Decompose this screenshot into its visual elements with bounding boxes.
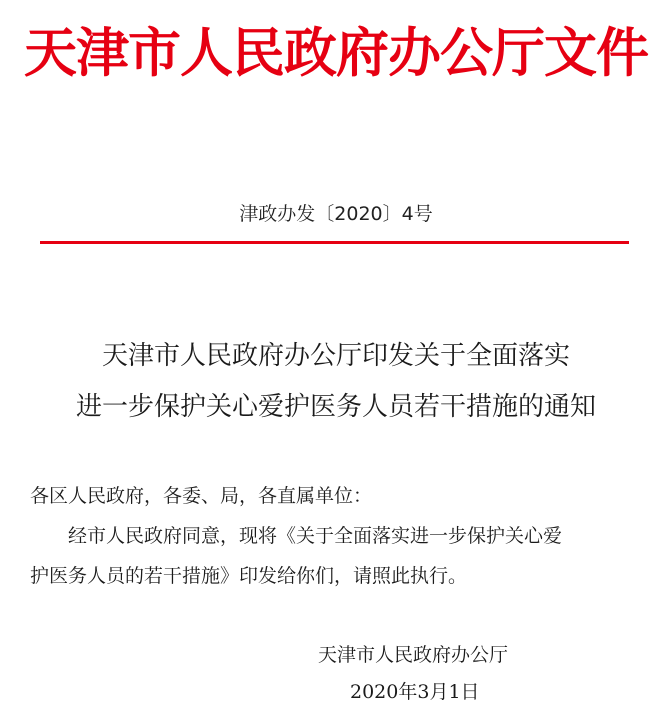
issue-date: 2020年3月1日	[350, 681, 480, 703]
notice-title-line-2: 进一步保护关心爱护医务人员若干措施的通知	[75, 392, 596, 422]
document-number: 津政办发〔2020〕4号	[239, 203, 433, 225]
salutation: 各区人民政府，各委、局，各直属单位：	[30, 485, 373, 507]
red-divider	[40, 241, 629, 244]
notice-title-line-1: 天津市人民政府办公厅印发关于全面落实	[101, 341, 570, 371]
body-paragraph-line-2: 护医务人员的若干措施》印发给你们，请照此执行。	[30, 565, 468, 587]
body-paragraph-line-1: 经市人民政府同意，现将《关于全面落实进一步保护关心爱	[68, 525, 563, 547]
masthead-title: 天津市人民政府办公厅文件	[24, 22, 648, 84]
issuer-signature: 天津市人民政府办公厅	[318, 644, 509, 666]
